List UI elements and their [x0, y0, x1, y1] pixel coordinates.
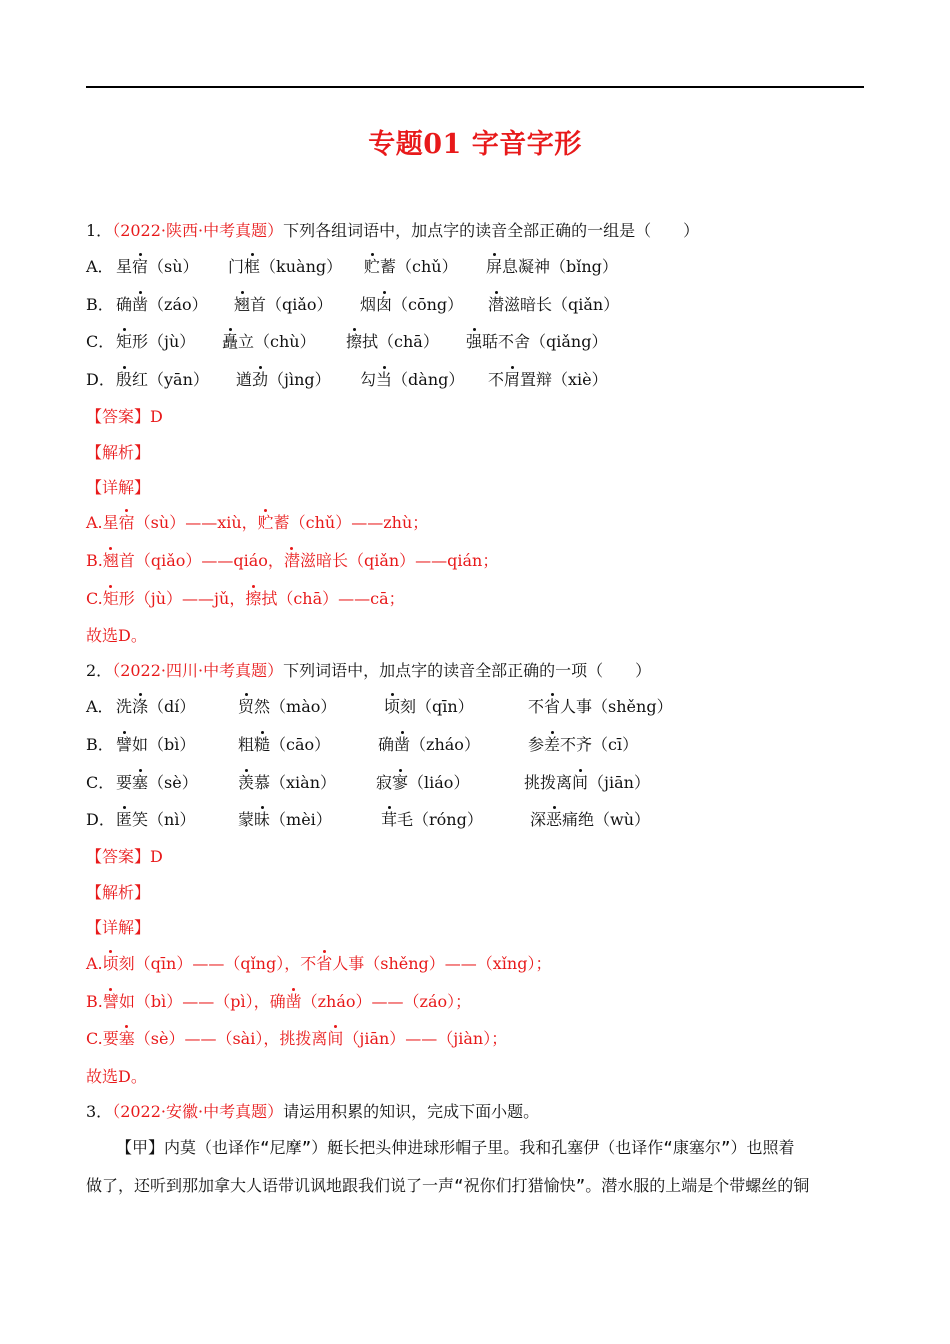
option-item: [466, 331, 607, 353]
dotted-character: 省: [316, 954, 333, 973]
option-item: [228, 256, 342, 278]
word-text: 门: [228, 257, 245, 276]
explanation-line: [86, 991, 471, 1013]
question-text: 下列各组词语中，加点字的读音全部正确的一组是（ ）: [283, 221, 700, 240]
question-2-stem: [86, 660, 651, 682]
dotted-character: 糙: [254, 735, 271, 754]
explanation-line: [86, 1028, 507, 1050]
word-text: 烟: [360, 295, 377, 314]
explanation-line: [86, 512, 428, 534]
dotted-character: 囱: [376, 295, 393, 314]
option-item: [346, 331, 439, 353]
option-item: [486, 256, 618, 278]
answer-label: 【答案】D: [86, 847, 163, 866]
option-item: [360, 369, 464, 391]
word-text: （sè）: [148, 773, 198, 792]
word-text: 星: [116, 257, 133, 276]
explanation-text: （zháo）——（záo）；: [301, 992, 472, 1011]
dotted-character: 塞: [132, 773, 149, 792]
option-item: [116, 294, 208, 316]
explanation-text: A.星: [86, 513, 119, 532]
word-text: 刻（qīn）: [400, 697, 474, 716]
page-title: 专题01 字音字形: [368, 129, 582, 160]
question-source: （2022·四川·中考真题）: [112, 661, 284, 680]
conclusion: 故选D。: [86, 1067, 147, 1086]
dotted-character: 匿: [116, 810, 133, 829]
word-text: 红（yān）: [132, 370, 209, 389]
dotted-character: 省: [544, 697, 561, 716]
option-item: [238, 696, 336, 718]
dotted-character: 矩: [102, 589, 119, 608]
word-text: 遒: [236, 370, 253, 389]
explanation-text: 人事（shěng）——（xǐng）；: [332, 954, 552, 973]
passage-line: 【甲】内莫（也译作“尼摩”）艇长把头伸进球形帽子里。我和孔塞伊（也译作“康塞尔”）也照着: [116, 1138, 795, 1157]
option-letter: B．: [86, 295, 114, 314]
header-rule: [86, 86, 864, 88]
word-text: 毛（róng）: [397, 810, 483, 829]
explanation-text: A.: [86, 954, 103, 973]
word-text: 要: [116, 773, 133, 792]
question-3-stem: [86, 1101, 539, 1123]
option-letter: D．: [86, 370, 115, 389]
option-item: [116, 734, 195, 756]
option-item: [488, 294, 619, 316]
dotted-character: 贮: [257, 513, 274, 532]
word-text: 拭（chā）: [362, 332, 439, 351]
dotted-character: 顷: [384, 697, 401, 716]
word-text: 蒙: [238, 810, 255, 829]
question-text: 下列词语中，加点字的读音全部正确的一项（ ）: [283, 661, 652, 680]
word-text: 寂: [376, 773, 393, 792]
dotted-character: 差: [544, 735, 561, 754]
dotted-character: 框: [244, 257, 261, 276]
word-text: （kuàng）: [260, 257, 343, 276]
dotted-character: 强: [466, 332, 483, 351]
explanation-text: 首（qiǎo）——qiáo，: [118, 551, 284, 570]
dotted-character: 涤: [132, 697, 149, 716]
word-text: 如（bì）: [132, 735, 196, 754]
dotted-character: 矩: [116, 332, 133, 351]
word-text: 洗: [116, 697, 133, 716]
explanation-text: B.: [86, 992, 103, 1011]
explanation-line: [86, 588, 405, 610]
word-text: 蓄（chǔ）: [380, 257, 458, 276]
option-item: [238, 809, 332, 831]
word-text: 挑拨离: [524, 773, 573, 792]
word-text: 深: [530, 810, 547, 829]
explanation-line: [86, 953, 551, 975]
analysis-label: 【解析】: [86, 443, 151, 462]
dotted-character: 茸: [381, 810, 398, 829]
dotted-character: 潜: [283, 551, 300, 570]
option-item: [116, 809, 195, 831]
word-text: （jiān）: [588, 773, 650, 792]
detail-label: 【详解】: [86, 918, 151, 937]
option-item: [360, 294, 463, 316]
dotted-character: 宿: [118, 513, 135, 532]
option-item: [524, 772, 650, 794]
word-text: （cōng）: [392, 295, 464, 314]
option-item: [381, 809, 483, 831]
word-text: 确: [378, 735, 395, 754]
detail-label: 【详解】: [86, 478, 151, 497]
word-text: （sù）: [148, 257, 199, 276]
dotted-character: 矗: [222, 332, 239, 351]
dotted-character: 间: [327, 1029, 344, 1048]
dotted-character: 擦: [245, 589, 262, 608]
option-item: [364, 256, 458, 278]
explanation-text: （sè）——（sài），挑拨离: [134, 1029, 328, 1048]
option-letter: B．: [86, 735, 114, 754]
dotted-character: 羡: [238, 773, 255, 792]
word-text: 慕（xiàn）: [254, 773, 337, 792]
dotted-character: 寥: [392, 773, 409, 792]
word-text: 形（jù）: [132, 332, 196, 351]
word-text: （cāo）: [270, 735, 331, 754]
word-text: （liáo）: [408, 773, 470, 792]
option-item: [378, 734, 480, 756]
option-item: [116, 331, 195, 353]
word-text: 参: [528, 735, 545, 754]
word-text: 笑（nì）: [132, 810, 196, 829]
question-source: （2022·安徽·中考真题）: [112, 1102, 284, 1121]
word-text: 痛绝（wù）: [562, 810, 651, 829]
word-text: 勾: [360, 370, 377, 389]
analysis-label: 【解析】: [86, 883, 151, 902]
explanation-text: B.: [86, 551, 103, 570]
option-item: [528, 696, 673, 718]
dotted-character: 宿: [132, 257, 149, 276]
word-text: 首（qiǎo）: [250, 295, 333, 314]
dotted-character: 贸: [238, 697, 255, 716]
answer-label: 【答案】D: [86, 407, 163, 426]
option-item: [488, 369, 608, 391]
option-item: [222, 331, 316, 353]
explanation-text: 形（jù）——jǔ，: [118, 589, 246, 608]
word-text: 立（chù）: [238, 332, 316, 351]
dotted-character: 劲: [252, 370, 269, 389]
question-text: 请运用积累的知识，完成下面小题。: [283, 1102, 540, 1121]
explanation-text: （jiān）——（jiàn）；: [343, 1029, 508, 1048]
word-text: 然（mào）: [254, 697, 337, 716]
dotted-character: 当: [376, 370, 393, 389]
explanation-text: 滋暗长（qiǎn）——qián；: [299, 551, 499, 570]
question-number: 1．: [86, 221, 113, 240]
explanation-text: C.要: [86, 1029, 119, 1048]
dotted-character: 翘: [102, 551, 119, 570]
explanation-text: （sù）——xiù，: [134, 513, 258, 532]
option-item: [530, 809, 650, 831]
option-item: [384, 696, 474, 718]
word-text: 不: [488, 370, 505, 389]
option-item: [234, 294, 333, 316]
option-item: [236, 369, 331, 391]
word-text: （záo）: [148, 295, 208, 314]
option-item: [238, 772, 336, 794]
word-text: 不齐（cī）: [560, 735, 639, 754]
dotted-character: 潜: [488, 295, 505, 314]
dotted-character: 间: [572, 773, 589, 792]
dotted-character: 擦: [346, 332, 363, 351]
option-item: [116, 369, 209, 391]
word-text: 人事（shěng）: [560, 697, 673, 716]
word-text: （dàng）: [392, 370, 465, 389]
word-text: （mèi）: [270, 810, 332, 829]
dotted-character: 屏: [486, 257, 503, 276]
option-item: [116, 256, 199, 278]
dotted-character: 昧: [254, 810, 271, 829]
dotted-character: 顷: [102, 954, 119, 973]
word-text: 聒不舍（qiǎng）: [482, 332, 608, 351]
option-item: [376, 772, 469, 794]
option-item: [116, 772, 198, 794]
option-letter: A．: [86, 697, 114, 716]
dotted-character: 殷: [116, 370, 133, 389]
word-text: 不: [528, 697, 545, 716]
word-text: （dí）: [148, 697, 196, 716]
explanation-text: 如（bì）——（pì），确: [118, 992, 286, 1011]
dotted-character: 譬: [102, 992, 119, 1011]
explanation-text: 蓄（chǔ）——zhù；: [273, 513, 429, 532]
word-text: 粗: [238, 735, 255, 754]
option-item: [238, 734, 330, 756]
dotted-character: 塞: [118, 1029, 135, 1048]
explanation-text: 刻（qīn）——（qǐng），不: [118, 954, 317, 973]
word-text: 滋暗长（qiǎn）: [504, 295, 620, 314]
word-text: 置辩（xiè）: [520, 370, 608, 389]
word-text: 确: [116, 295, 133, 314]
question-1-stem: [86, 220, 699, 242]
word-text: （jìng）: [268, 370, 331, 389]
dotted-character: 恶: [546, 810, 563, 829]
passage-line: 做了，还听到那加拿大人语带讥讽地跟我们说了一声“祝你们打猎愉快”。潜水服的上端是个带螺丝的铜: [86, 1176, 810, 1195]
dotted-character: 屑: [504, 370, 521, 389]
dotted-character: 翘: [234, 295, 251, 314]
option-letter: C．: [86, 773, 115, 792]
word-text: （zháo）: [410, 735, 480, 754]
dotted-character: 凿: [132, 295, 149, 314]
option-item: [116, 696, 195, 718]
option-letter: C．: [86, 332, 115, 351]
dotted-character: 凿: [285, 992, 302, 1011]
conclusion: 故选D。: [86, 626, 147, 645]
question-number: 3．: [86, 1102, 113, 1121]
option-letter: D．: [86, 810, 115, 829]
explanation-text: C.: [86, 589, 103, 608]
explanation-text: 拭（chā）——cā；: [261, 589, 405, 608]
option-letter: A．: [86, 257, 114, 276]
question-source: （2022·陕西·中考真题）: [112, 221, 284, 240]
dotted-character: 贮: [364, 257, 381, 276]
dotted-character: 凿: [394, 735, 411, 754]
option-item: [528, 734, 638, 756]
word-text: 息凝神（bǐng）: [502, 257, 618, 276]
question-number: 2．: [86, 661, 113, 680]
explanation-line: [86, 550, 498, 572]
dotted-character: 譬: [116, 735, 133, 754]
